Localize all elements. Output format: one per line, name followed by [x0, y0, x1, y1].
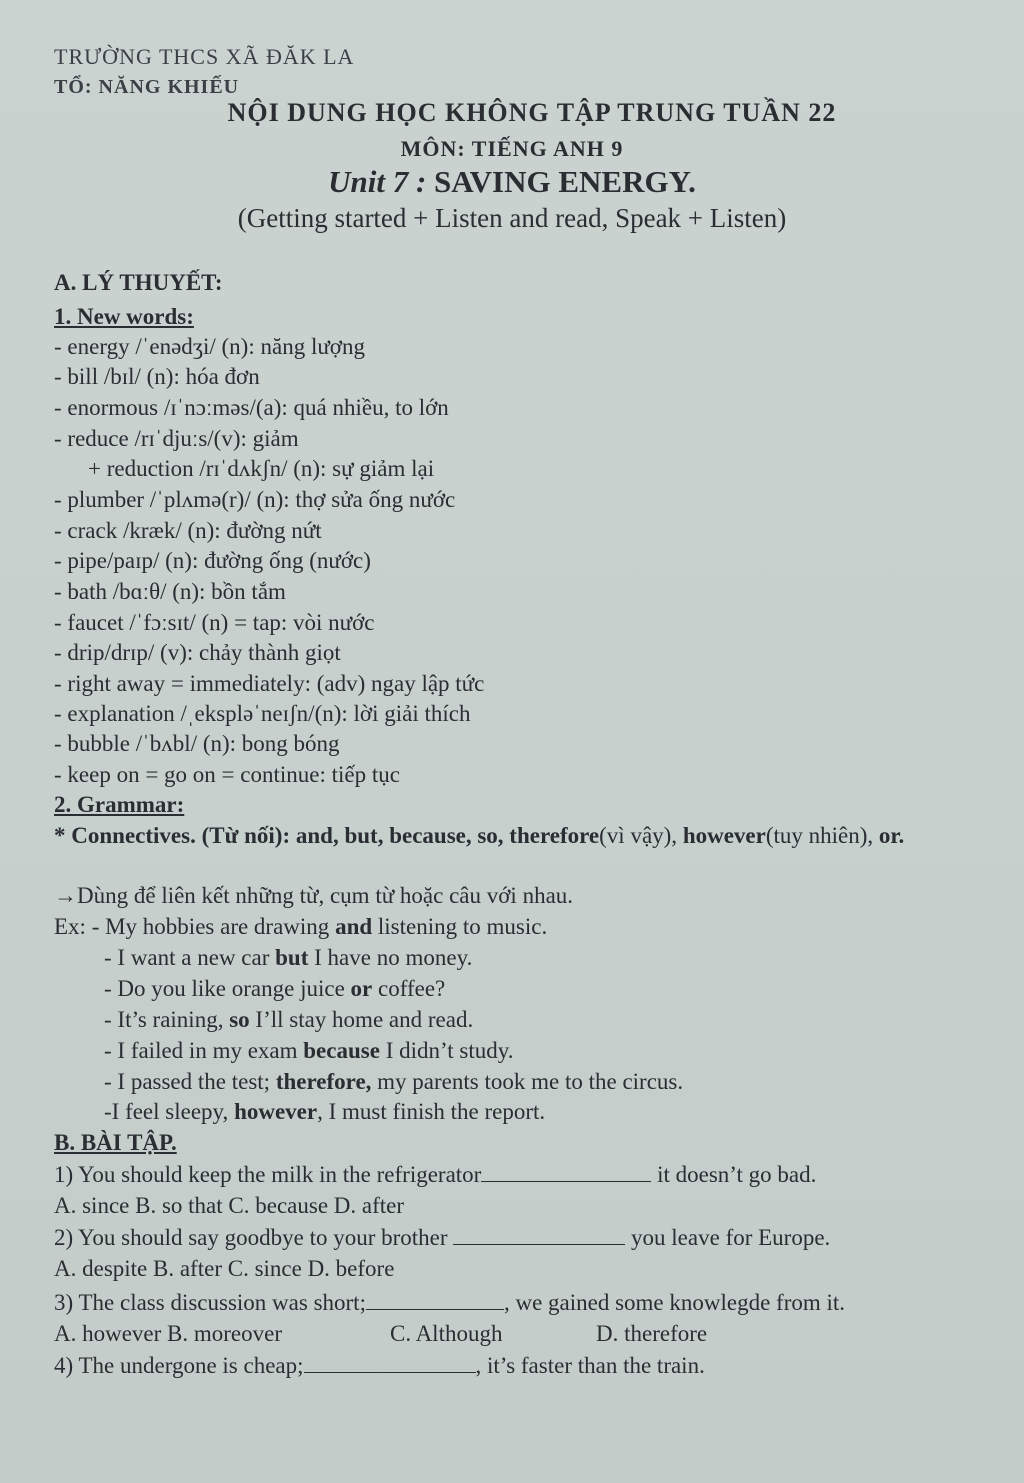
- question-3-option-ab: A. however B. moreover: [54, 1321, 283, 1346]
- word-item: - bath /bɑːθ/ (n): bồn tắm: [54, 579, 286, 604]
- example-text: I’ll stay home and read.: [249, 1007, 474, 1032]
- section-b-heading: B. BÀI TẬP.: [54, 1130, 177, 1155]
- subject-title: MÔN: TIẾNG ANH 9: [400, 136, 624, 161]
- word-item: - faucet /ˈfɔːsɪt/ (n) = tap: vòi nước: [54, 610, 375, 635]
- answer-blank[interactable]: [481, 1163, 651, 1182]
- however-gloss: (tuy nhiên),: [765, 823, 879, 848]
- question-3: [54, 1290, 845, 1316]
- question-1-options: A. since B. so that C. because D. after: [54, 1193, 405, 1218]
- example-line: [54, 914, 547, 940]
- school-name: TRƯỜNG THCS XÃ ĐĂK LA: [54, 44, 355, 69]
- word-item: - explanation /ˌekspləˈneɪʃn/(n): lời giải thích: [54, 701, 471, 726]
- example-label: Ex: -: [54, 914, 106, 939]
- unit-prefix: Unit 7 :: [328, 164, 427, 199]
- question-text: 2) You should say goodbye to your brother: [54, 1225, 454, 1250]
- however-word: however: [682, 823, 766, 848]
- connectives-paragraph: [54, 820, 974, 851]
- question-text: you leave for Europe.: [625, 1225, 831, 1250]
- example-text: I didn’t study.: [379, 1038, 514, 1063]
- usage-note: →Dùng để liên kết những từ, cụm từ hoặc câu với nhau.: [54, 883, 574, 908]
- example-text: -I feel sleepy,: [104, 1099, 235, 1124]
- connectives-label: Connectives. (Từ nối): and, but, because, so, therefore: [71, 823, 600, 848]
- question-2-options: A. despite B. after C. since D. before: [54, 1256, 395, 1281]
- word-item: - drip/drɪp/ (v): chảy thành giọt: [54, 640, 341, 665]
- answer-blank[interactable]: [453, 1226, 625, 1245]
- example-text: My hobbies are drawing: [105, 914, 336, 939]
- example-text: - I failed in my exam: [104, 1038, 304, 1063]
- word-item: - crack /kræk/ (n): đường nứt: [54, 518, 322, 543]
- example-text: - I passed the test;: [104, 1069, 276, 1094]
- question-text: , it’s faster than the train.: [475, 1353, 705, 1378]
- section-a-heading: A. LÝ THUYẾT:: [54, 270, 223, 295]
- new-words-heading: 1. New words:: [54, 304, 194, 329]
- example-line: [104, 1069, 683, 1095]
- word-item: + reduction /rɪˈdʌkʃn/ (n): sự giảm lại: [88, 456, 435, 481]
- question-3-option-c: C. Although: [390, 1321, 503, 1346]
- example-connective: and: [335, 914, 373, 939]
- question-text: 3) The class discussion was short;: [54, 1290, 366, 1315]
- example-connective: because: [303, 1038, 380, 1063]
- example-connective: so: [229, 1007, 250, 1032]
- question-text: , we gained some knowlegde from it.: [503, 1290, 846, 1315]
- example-text: listening to music.: [372, 914, 548, 939]
- example-line: [104, 1038, 513, 1064]
- therefore-gloss: (vì vậy),: [599, 823, 683, 848]
- example-line: [104, 945, 472, 971]
- example-connective: but: [275, 945, 309, 970]
- example-text: - It’s raining,: [104, 1007, 230, 1032]
- example-connective: however: [234, 1099, 318, 1124]
- word-item: - energy /ˈenədʒi/ (n): năng lượng: [54, 334, 365, 359]
- question-text: 4) The undergone is cheap;: [54, 1353, 304, 1378]
- example-text: - I want a new car: [104, 945, 276, 970]
- question-2: [54, 1225, 830, 1251]
- word-item: - reduce /rɪˈdjuːs/(v): giảm: [54, 426, 299, 451]
- example-text: , I must finish the report.: [317, 1099, 546, 1124]
- word-item: - plumber /ˈplʌmə(r)/ (n): thợ sửa ống nước: [54, 487, 456, 512]
- or-word: or.: [878, 823, 905, 848]
- example-text: I have no money.: [308, 945, 473, 970]
- example-line: [104, 1007, 473, 1033]
- connectives-star: *: [54, 823, 72, 848]
- unit-subtitle: (Getting started + Listen and read, Speak + Listen): [237, 203, 787, 233]
- unit-name: SAVING ENERGY.: [434, 164, 696, 199]
- group-name: TỔ: NĂNG KHIẾU: [54, 76, 240, 98]
- question-1: [54, 1162, 816, 1188]
- word-item: - enormous /ɪˈnɔːməs/(a): quá nhiều, to lớn: [54, 395, 449, 420]
- question-3-option-d: D. therefore: [596, 1321, 708, 1346]
- example-line: [104, 976, 445, 1002]
- word-item: - bubble /ˈbʌbl/ (n): bong bóng: [54, 731, 340, 756]
- example-text: - Do you like orange juice: [104, 976, 351, 1001]
- word-item: - pipe/paɪp/ (n): đường ống (nước): [54, 548, 371, 573]
- unit-title: [0, 164, 1024, 200]
- example-line: [104, 1099, 545, 1125]
- example-connective: or: [350, 976, 373, 1001]
- grammar-heading: 2. Grammar:: [54, 792, 185, 817]
- word-item: - keep on = go on = continue: tiếp tục: [54, 762, 400, 787]
- answer-blank[interactable]: [304, 1354, 476, 1373]
- question-4: [54, 1353, 705, 1379]
- example-text: coffee?: [372, 976, 446, 1001]
- word-item: - bill /bɪl/ (n): hóa đơn: [54, 364, 260, 389]
- answer-blank[interactable]: [366, 1291, 504, 1310]
- question-text: it doesn’t go bad.: [651, 1162, 817, 1187]
- page-title: NỘI DUNG HỌC KHÔNG TẬP TRUNG TUẦN 22: [227, 98, 837, 127]
- example-connective: therefore,: [275, 1069, 372, 1094]
- question-text: 1) You should keep the milk in the refrigerator: [54, 1162, 482, 1187]
- word-item: - right away = immediately: (adv) ngay lập tức: [54, 671, 485, 696]
- example-text: my parents took me to the circus.: [371, 1069, 684, 1094]
